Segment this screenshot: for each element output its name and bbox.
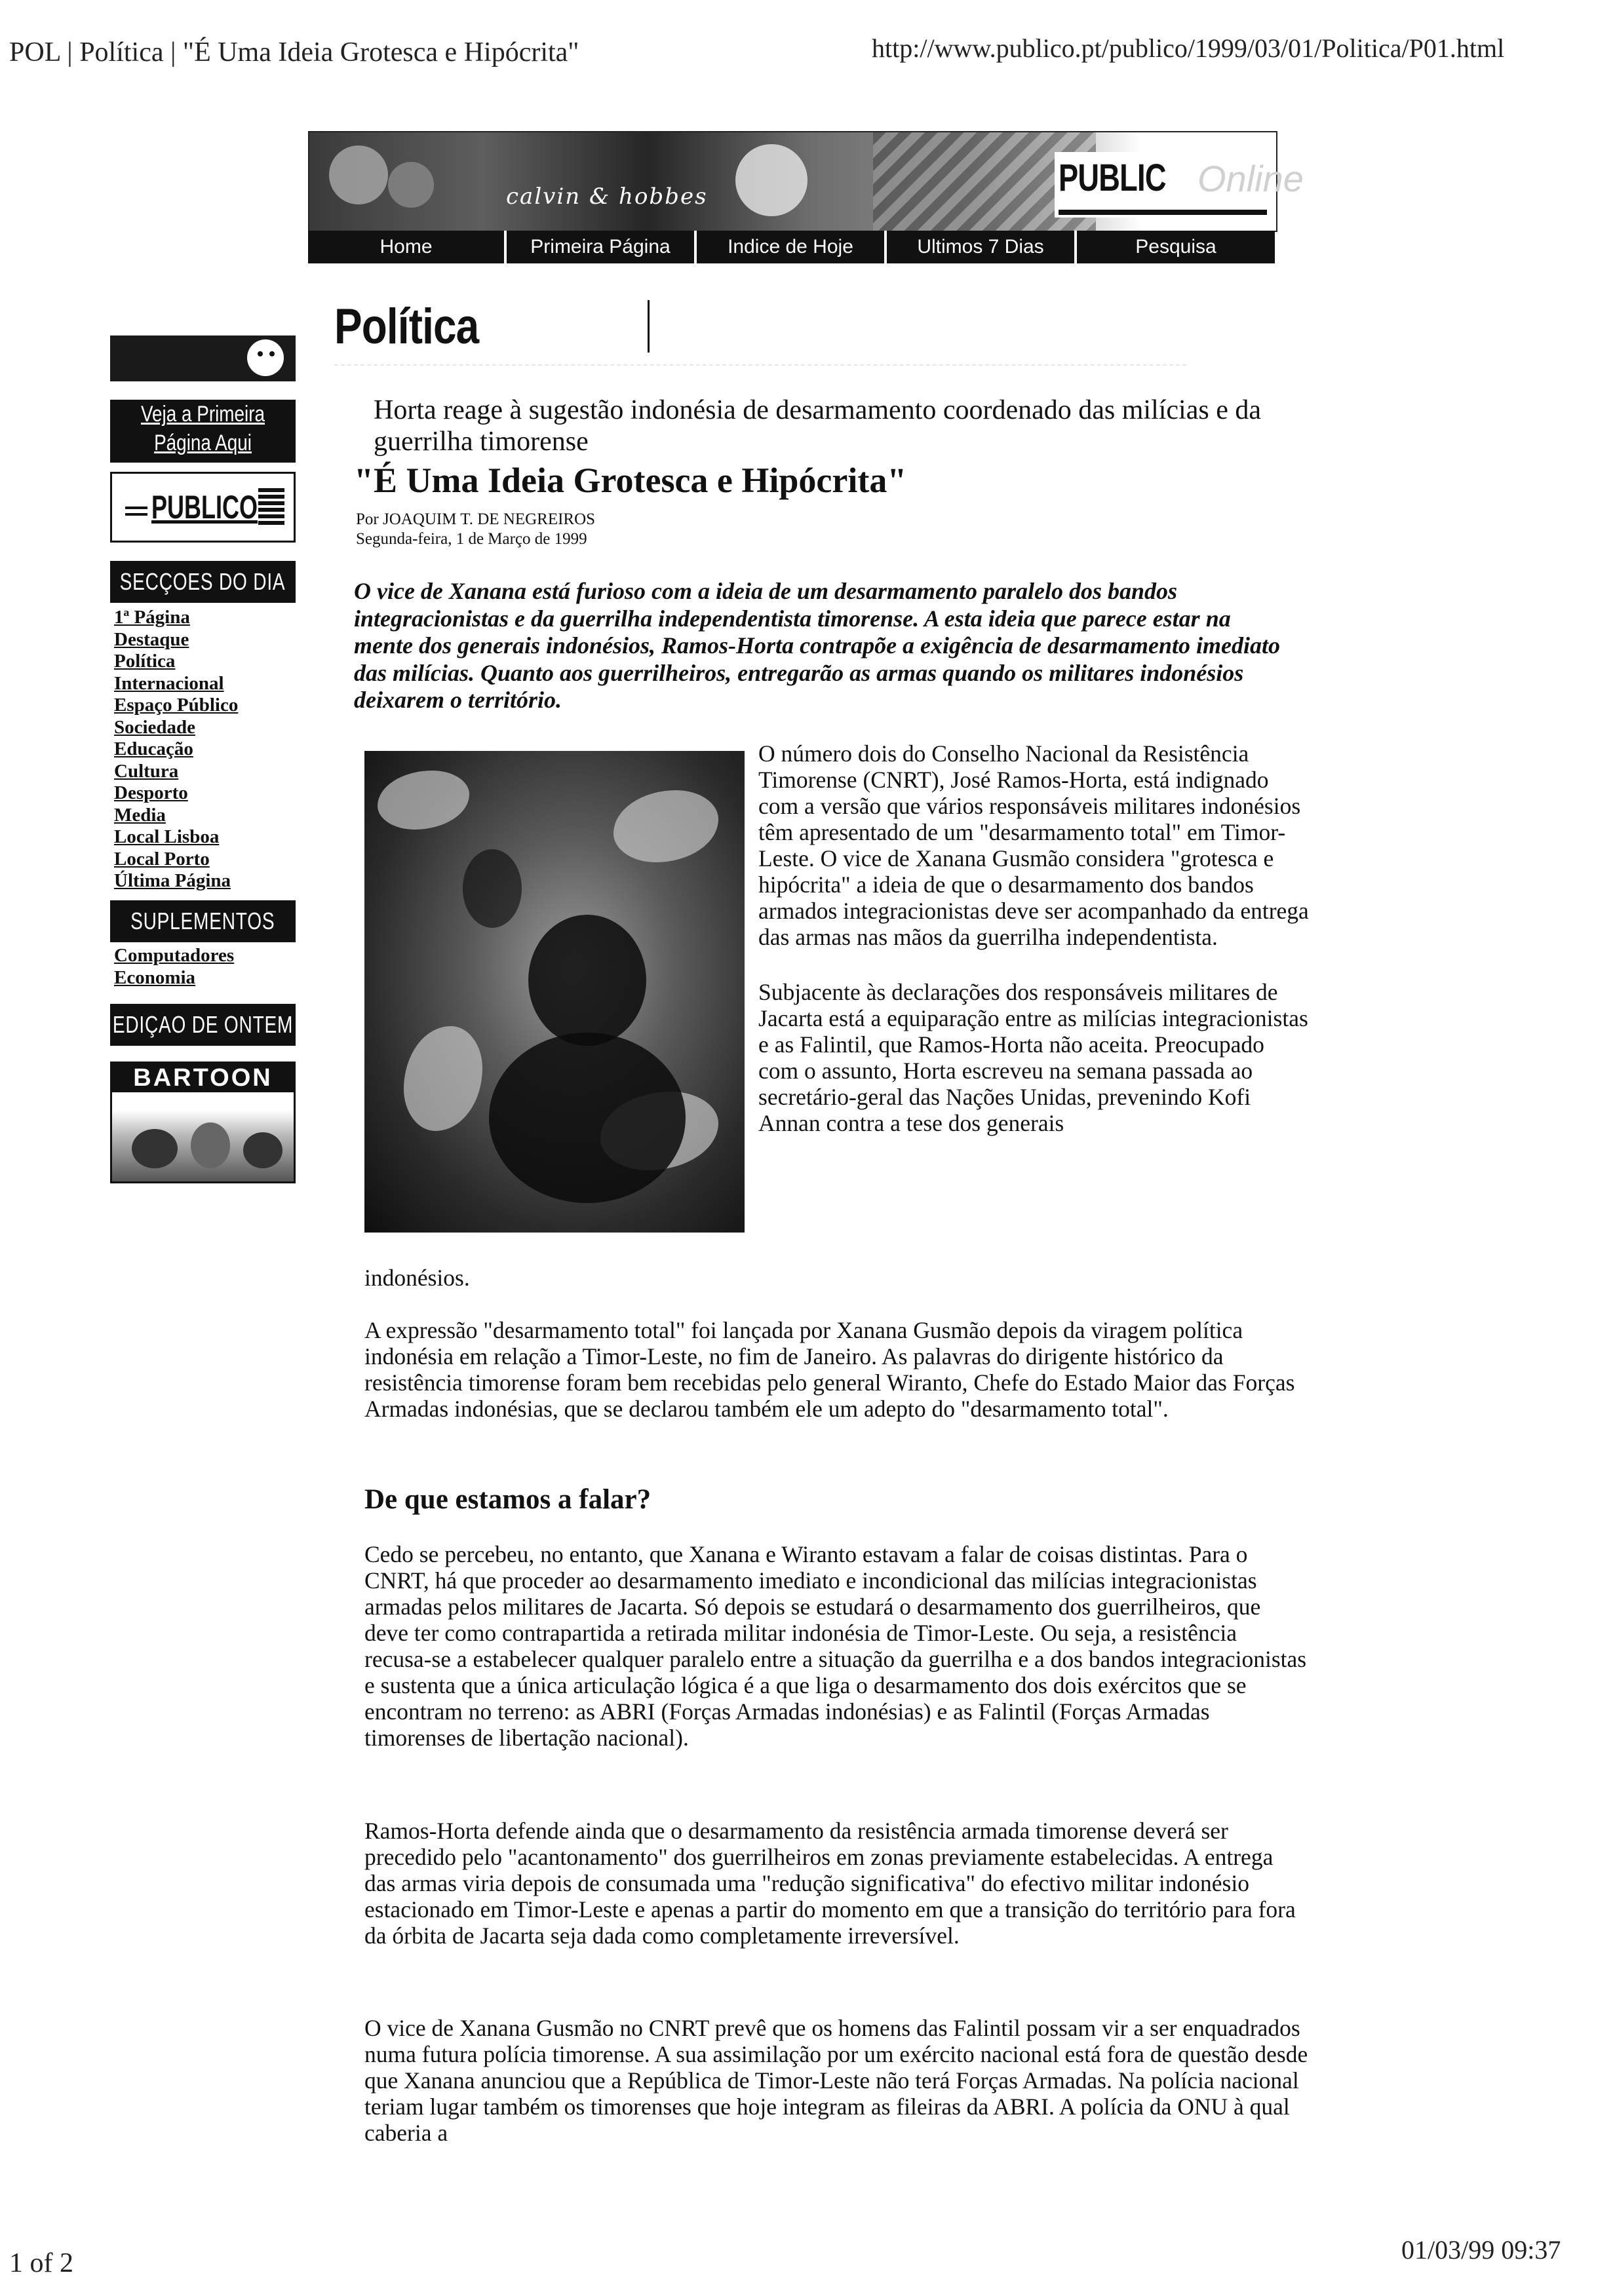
banner-cartoon-title: calvin & hobbes: [506, 183, 708, 210]
publico-online-logo[interactable]: [1055, 152, 1304, 218]
today-sections-list: [114, 607, 238, 892]
header-banner[interactable]: [308, 131, 1304, 232]
nav-home[interactable]: Home: [308, 231, 507, 263]
promo-line-1: Veja a Primeira: [140, 402, 265, 427]
front-page-thumbnail[interactable]: [110, 472, 296, 543]
sidebar-link-local-porto[interactable]: Local Porto: [114, 848, 210, 870]
sidebar-link-educacao[interactable]: Educação: [114, 738, 193, 759]
cartoon-character-icon: [329, 145, 388, 204]
cartoon-figure-icon: [243, 1132, 282, 1168]
soldier-silhouette: [489, 1033, 686, 1203]
sidebar-mascot-logo: [110, 335, 296, 381]
nav-indice-de-hoje[interactable]: Indice de Hoje: [697, 231, 887, 263]
sidebar-link-media[interactable]: Media: [114, 804, 166, 826]
article-paragraph: Ramos-Horta defende ainda que o desarmamento da resistência armada timorense deverá ser precedido pelo "acantonamento" dos guerrilheiros em zonas previamente estabelecidas. A entrega das armas viria depois de consumada uma "redução significativa" do efectivo militar indonésio estacionado em Timor-Leste e apenas a partir do momento em que a transição do território para fora da órbita de Jacarta seja dada como completamente irreversível.: [364, 1818, 1296, 1949]
dash-icon: [125, 507, 147, 509]
article-kicker: Horta reage à sugestão indonésia de desarmamento coordenado das milícias e da guerrilha timorense: [374, 395, 1261, 457]
sidebar-link-local-lisboa[interactable]: Local Lisboa: [114, 826, 220, 847]
article-author: Por JOAQUIM T. DE NEGREIROS: [356, 510, 596, 528]
nav-primeira-pagina[interactable]: Primeira Página: [507, 231, 697, 263]
foliage-shape: [404, 1026, 482, 1131]
sidebar-link-computadores[interactable]: Computadores: [114, 945, 235, 966]
print-page-title: POL | Política | "É Uma Ideia Grotesca e Hipócrita": [9, 37, 579, 67]
bartoon-cartoon-link[interactable]: [110, 1062, 296, 1183]
supplements-list: [114, 945, 234, 989]
article-subheading: De que estamos a falar?: [364, 1484, 652, 1515]
article-paragraph-tail: indonésios.: [364, 1265, 470, 1291]
publico-thumbnail-logo: PUBLICO: [151, 489, 258, 526]
main-navigation: [308, 231, 1275, 263]
article-lead: O vice de Xanana está furioso com a ideia de um desarmamento paralelo dos bandos integracionistas e da guerrilha independentista timorense. A esta ideia que parece estar na mente dos generais indonésios, Ramos-Horta contrapõe a exigência de desarmamento imediato das milícias. Quanto aos guerrilheiros, entregarão as armas quando os militares indonésios deixarem o território.: [354, 578, 1280, 713]
sidebar-link-espaco-publico[interactable]: Espaço Público: [114, 695, 239, 716]
nav-pesquisa[interactable]: Pesquisa: [1135, 236, 1216, 258]
logo-rule: [1059, 210, 1267, 215]
sidebar-link-economia[interactable]: Economia: [114, 966, 196, 988]
soldier-silhouette: [528, 915, 646, 1046]
foliage-shape: [613, 790, 718, 862]
section-divider: [648, 300, 650, 353]
sidebar-link-internacional[interactable]: Internacional: [114, 672, 224, 694]
yesterday-edition-heading[interactable]: EDIÇAO DE ONTEM: [110, 1004, 296, 1046]
logo-faint-text: Online: [1197, 158, 1304, 199]
supplements-heading: SUPLEMENTOS: [110, 900, 296, 942]
article-paragraph: Subjacente às declarações dos responsáveis militares de Jacarta está a equiparação entre as milícias integracionistas e as Falintil, que Ramos-Horta não aceita. Preocupado com o assunto, Horta escreveu na semana passada ao secretário-geral das Nações Unidas, prevenindo Kofi Annan contra a tese dos generais: [758, 979, 1308, 1136]
article-photo: [364, 751, 745, 1233]
article-paragraph: O número dois do Conselho Nacional da Resistência Timorense (CNRT), José Ramos-Horta, está indignado com a versão que vários responsáveis militares indonésios têm apresentado de um "desarmamento total" em Timor-Leste. O vice de Xanana Gusmão considera "grotesca e hipócrita" a ideia de que o desarmamento dos bandos armados integracionistas deve ser acompanhado da entrega das armas nas mãos da guerrilha independentista.: [758, 740, 1309, 950]
front-page-promo-link[interactable]: [110, 400, 296, 463]
mascot-face-icon: [247, 339, 284, 376]
faint-rule: [334, 364, 1186, 366]
sidebar-link-politica[interactable]: Política: [114, 651, 176, 672]
nav-ultimos-7-dias[interactable]: Ultimos 7 Dias: [887, 231, 1077, 263]
sidebar-link-destaque[interactable]: Destaque: [114, 628, 189, 650]
logo-text: PUBLIC: [1059, 157, 1166, 199]
bartoon-label: BARTOON: [112, 1063, 294, 1092]
cartoon-face-icon: [735, 144, 808, 216]
article-body-column: [758, 740, 1309, 1136]
article-headline: "É Uma Ideia Grotesca e Hipócrita": [354, 461, 907, 500]
cartoon-figure-icon: [132, 1129, 178, 1168]
cartoon-figure-icon: [191, 1122, 230, 1168]
article-paragraph: O vice de Xanana Gusmão no CNRT prevê que os homens das Falintil possam vir a ser enquadrados numa futura polícia timorense. A sua assimilação por um exército nacional está fora de questão desde que Xanana anunciou que a República de Timor-Leste não terá Forças Armadas. Na polícia nacional teriam lugar também os timorenses que hoje integram as fileiras da ABRI. A polícia da ONU à qual caberia a: [364, 2015, 1308, 2146]
cartoon-tiger-icon: [388, 162, 434, 208]
sidebar-link-sociedade[interactable]: Sociedade: [114, 716, 196, 738]
print-page-number: 1 of 2: [9, 2248, 73, 2278]
sidebar-link-ultima-pagina[interactable]: Última Página: [114, 870, 231, 891]
print-page-url: http://www.publico.pt/publico/1999/03/01/Politica/P01.html: [872, 33, 1505, 63]
newspaper-icon: [258, 488, 284, 525]
promo-line-2: Página Aqui: [154, 430, 252, 455]
today-sections-heading: SECÇOES DO DIA: [110, 561, 296, 603]
article-paragraph: A expressão "desarmamento total" foi lançada por Xanana Gusmão depois da viragem política indonésia em relação a Timor-Leste, no fim de Janeiro. As palavras do dirigente histórico da resistência timorense foram bem recebidas pelo general Wiranto, Chefe do Estado Maior das Forças Armadas indonésias, que se declarou também ele um adepto do "desarmamento total".: [364, 1317, 1295, 1422]
print-datetime: 01/03/99 09:37: [1401, 2235, 1561, 2265]
sidebar-link-desporto[interactable]: Desporto: [114, 782, 188, 803]
article-byline-block: [356, 510, 595, 549]
sidebar-link-cultura[interactable]: Cultura: [114, 760, 179, 782]
article-date: Segunda-feira, 1 de Março de 1999: [356, 530, 587, 548]
article-paragraph: Cedo se percebeu, no entanto, que Xanana e Wiranto estavam a falar de coisas distintas. Para o CNRT, há que proceder ao desarmamento imediato e incondicional das milícias integracionistas armadas pelos militares de Jacarta. Só depois se estudará o desarmamento dos guerrilheiros, que deve ter como contrapartida a retirada militar indonésia de Timor-Leste. Ou seja, a resistência recusa-se a estabelecer qualquer paralelo entre a situação da guerrilha e a dos bandos integracionistas e sustenta que a única articulação lógica é a que liga o desarmamento dos dois exércitos que se encontram no terreno: as ABRI (Forças Armadas indonésias) e as Falintil (Forças Armadas timorenses de libertação nacional).: [364, 1541, 1307, 1751]
foliage-shape: [378, 771, 469, 830]
section-title: Política: [334, 299, 479, 354]
soldier-silhouette: [463, 849, 522, 928]
sidebar-link-primeira-pagina[interactable]: 1ª Página: [114, 607, 190, 628]
